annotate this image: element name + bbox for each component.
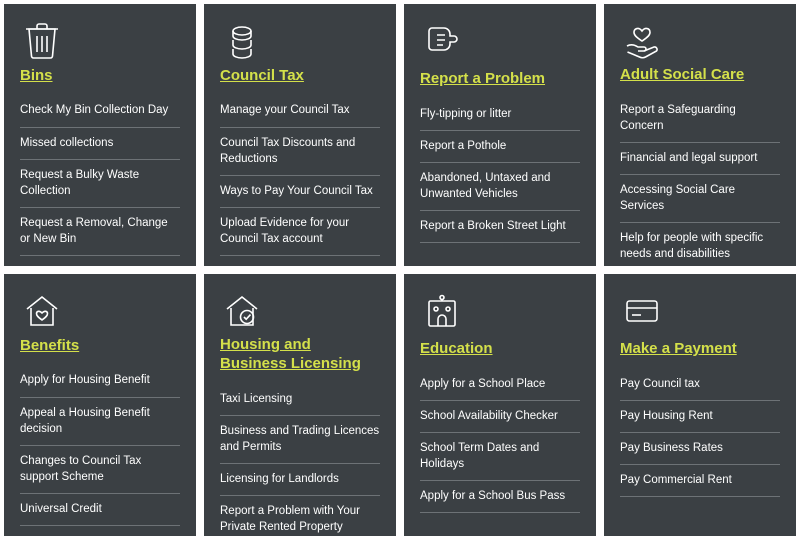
card-links-council-tax — [220, 95, 380, 256]
school-building-icon — [420, 288, 580, 336]
service-card-make-a-payment[interactable] — [604, 274, 796, 536]
card-links-education — [420, 369, 580, 513]
link-item[interactable]: Help for people with specific needs and disabilities — [620, 223, 780, 266]
card-links-adult-social-care — [620, 95, 780, 266]
link-item[interactable]: Financial and legal support — [620, 143, 780, 175]
card-title-report-a-problem[interactable]: Report a Problem — [420, 70, 546, 87]
card-title-benefits[interactable]: Benefits — [20, 336, 80, 354]
link-item[interactable]: Taxi Licensing — [220, 384, 380, 416]
card-links-bins — [20, 95, 180, 256]
card-title-council-tax[interactable]: Council Tax — [220, 66, 304, 84]
link-item[interactable]: Universal Credit — [20, 494, 180, 526]
service-card-housing-and-business-licensing[interactable] — [204, 274, 396, 536]
coins-icon — [220, 18, 380, 63]
link-item[interactable]: Pay Commercial Rent — [620, 465, 780, 497]
house-heart-icon — [20, 288, 180, 333]
link-item[interactable]: Business and Trading Licences and Permits — [220, 416, 380, 464]
link-item[interactable]: Report a Broken Street Light — [420, 211, 580, 243]
card-links-report-a-problem — [420, 99, 580, 243]
link-item[interactable]: Report a Safeguarding Concern — [620, 95, 780, 143]
card-title-bins[interactable]: Bins — [20, 66, 53, 84]
link-item[interactable]: Pay Council tax — [620, 369, 780, 401]
link-item[interactable]: Report a Pothole — [420, 131, 580, 163]
card-links-benefits — [20, 365, 180, 526]
card-title-housing-and-business-licensing[interactable]: Housing and Business Licensing — [220, 336, 361, 372]
link-item[interactable]: Check My Bin Collection Day — [20, 95, 180, 127]
link-item[interactable]: Accessing Social Care Services — [620, 175, 780, 223]
link-item[interactable]: Abandoned, Untaxed and Unwanted Vehicles — [420, 163, 580, 211]
link-item[interactable]: Upload Evidence for your Council Tax account — [220, 208, 380, 256]
link-item[interactable]: Fly-tipping or litter — [420, 99, 580, 131]
card-links-housing-and-business-licensing — [220, 384, 380, 537]
link-item[interactable]: Ways to Pay Your Council Tax — [220, 176, 380, 208]
link-item[interactable]: Pay Housing Rent — [620, 401, 780, 433]
link-item[interactable]: Apply for a School Place — [420, 369, 580, 401]
link-item[interactable]: Pay Business Rates — [620, 433, 780, 465]
link-item[interactable]: Apply for a School Bus Pass — [420, 481, 580, 513]
credit-card-icon — [620, 288, 780, 336]
house-check-icon — [220, 288, 380, 332]
link-item[interactable]: Missed collections — [20, 128, 180, 160]
link-item[interactable]: Licensing for Landlords — [220, 464, 380, 496]
link-item[interactable]: Request a Removal, Change or New Bin — [20, 208, 180, 256]
service-card-bins[interactable] — [4, 4, 196, 266]
service-card-adult-social-care[interactable] — [604, 4, 796, 266]
link-item[interactable]: Request a Bulky Waste Collection — [20, 160, 180, 208]
card-links-make-a-payment — [620, 369, 780, 497]
service-card-council-tax[interactable] — [204, 4, 396, 266]
service-card-education[interactable] — [404, 274, 596, 536]
card-title-education[interactable]: Education — [420, 340, 493, 357]
card-title-make-a-payment[interactable]: Make a Payment — [620, 340, 737, 357]
link-item[interactable]: School Term Dates and Holidays — [420, 433, 580, 481]
service-card-report-a-problem[interactable] — [404, 4, 596, 266]
service-card-benefits[interactable] — [4, 274, 196, 536]
link-item[interactable]: School Availability Checker — [420, 401, 580, 433]
link-item[interactable]: Manage your Council Tax — [220, 95, 380, 127]
hand-heart-icon — [620, 18, 780, 62]
link-item[interactable]: Changes to Council Tax support Scheme — [20, 446, 180, 494]
link-item[interactable]: Council Tax Discounts and Reductions — [220, 128, 380, 176]
bin-icon — [20, 18, 180, 63]
link-item[interactable]: Apply for Housing Benefit — [20, 365, 180, 397]
pointing-hand-icon — [420, 18, 580, 66]
link-item[interactable]: Appeal a Housing Benefit decision — [20, 398, 180, 446]
card-title-adult-social-care[interactable]: Adult Social Care — [620, 66, 745, 83]
link-item[interactable]: Report a Problem with Your Private Rented Property — [220, 496, 380, 536]
